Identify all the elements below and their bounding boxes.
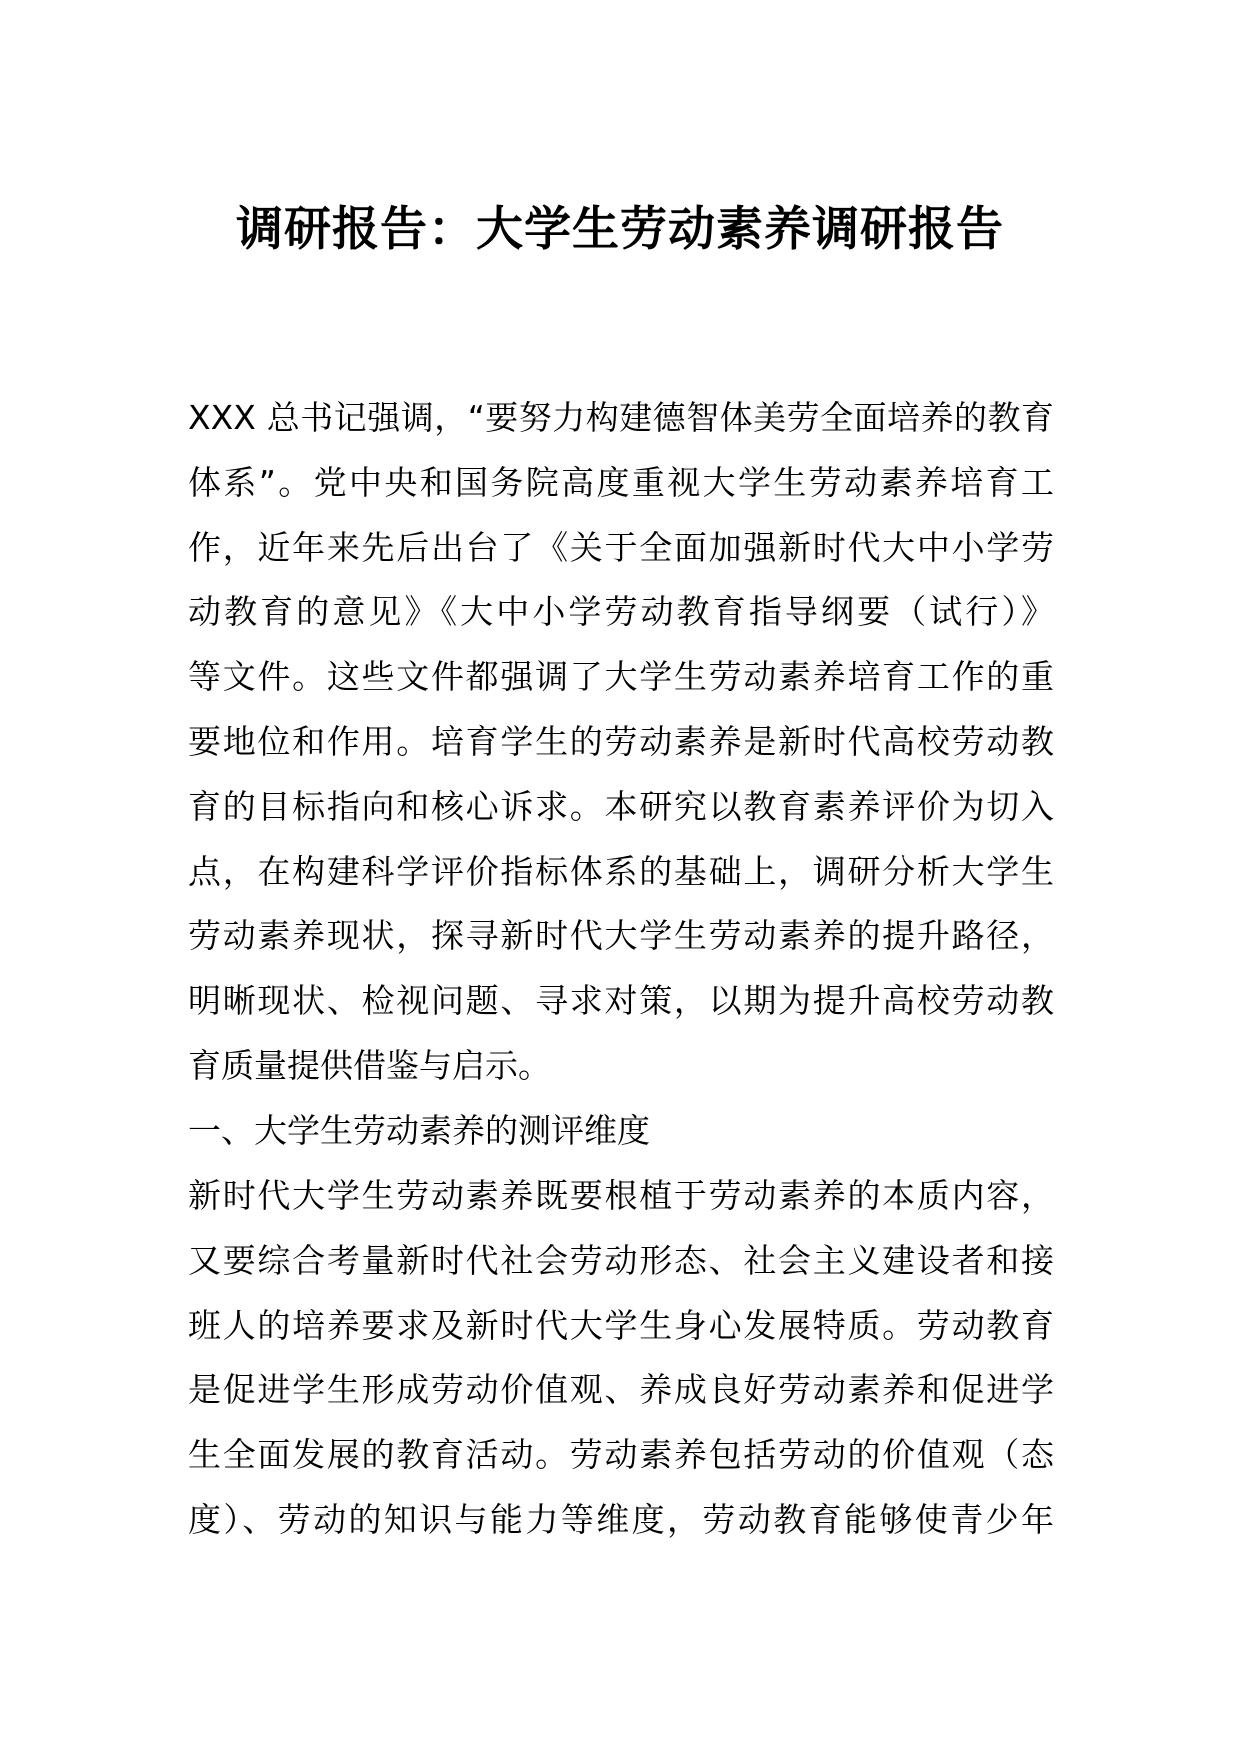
paragraph-line: 育质量提供借鉴与启示。 [188,1045,551,1085]
document-title: 调研报告：大学生劳动素养调研报告 [236,202,1004,257]
paragraph-line: 新时代大学生劳动素养既要根植于劳动素养的本质内容， [188,1176,1054,1215]
paragraph-line: 体系”。党中央和国务院高度重视大学生劳动素养培育工 [188,462,1054,502]
paragraph-line: 生全面发展的教育活动。劳动素养包括劳动的价值观（态 [188,1435,1054,1475]
paragraph-line: 要地位和作用。培育学生的劳动素养是新时代高校劳动教 [188,721,1054,761]
paragraph-line: 作，近年来先后出台了《关于全面加强新时代大中小学劳 [188,527,1054,567]
paragraph-line: 明晰现状、检视问题、寻求对策，以期为提升高校劳动教 [188,981,1054,1021]
paragraph-line: 又要综合考量新时代社会劳动形态、社会主义建设者和接 [188,1240,1054,1280]
paragraph-line: 班人的培养要求及新时代大学生身心发展特质。劳动教育 [188,1305,1054,1345]
intro-paragraph [188,386,1054,1099]
paragraph-line: 等文件。这些文件都强调了大学生劳动素养培育工作的重 [188,657,1054,697]
section-paragraph [188,1164,1054,1553]
section-heading-text: 一、大学生劳动素养的测评维度 [188,1111,650,1150]
paragraph-line: 是促进学生形成劳动价值观、养成良好劳动素养和促进学 [188,1370,1054,1410]
paragraph-line: 度）、劳动的知识与能力等维度，劳动教育能够使青少年 [188,1499,1054,1539]
paragraph-line: 动教育的意见》《大中小学劳动教育指导纲要（试行）》 [188,592,1054,632]
section-heading [188,1099,1054,1164]
paragraph-line: 点，在构建科学评价指标体系的基础上，调研分析大学生 [188,851,1054,891]
paragraph-line: 劳动素养现状，探寻新时代大学生劳动素养的提升路径， [188,916,1054,956]
paragraph-line: 育的目标指向和核心诉求。本研究以教育素养评价为切入 [188,786,1054,826]
paragraph-line: XXX 总书记强调，“要努力构建德智体美劳全面培养的教育 [188,398,1054,437]
